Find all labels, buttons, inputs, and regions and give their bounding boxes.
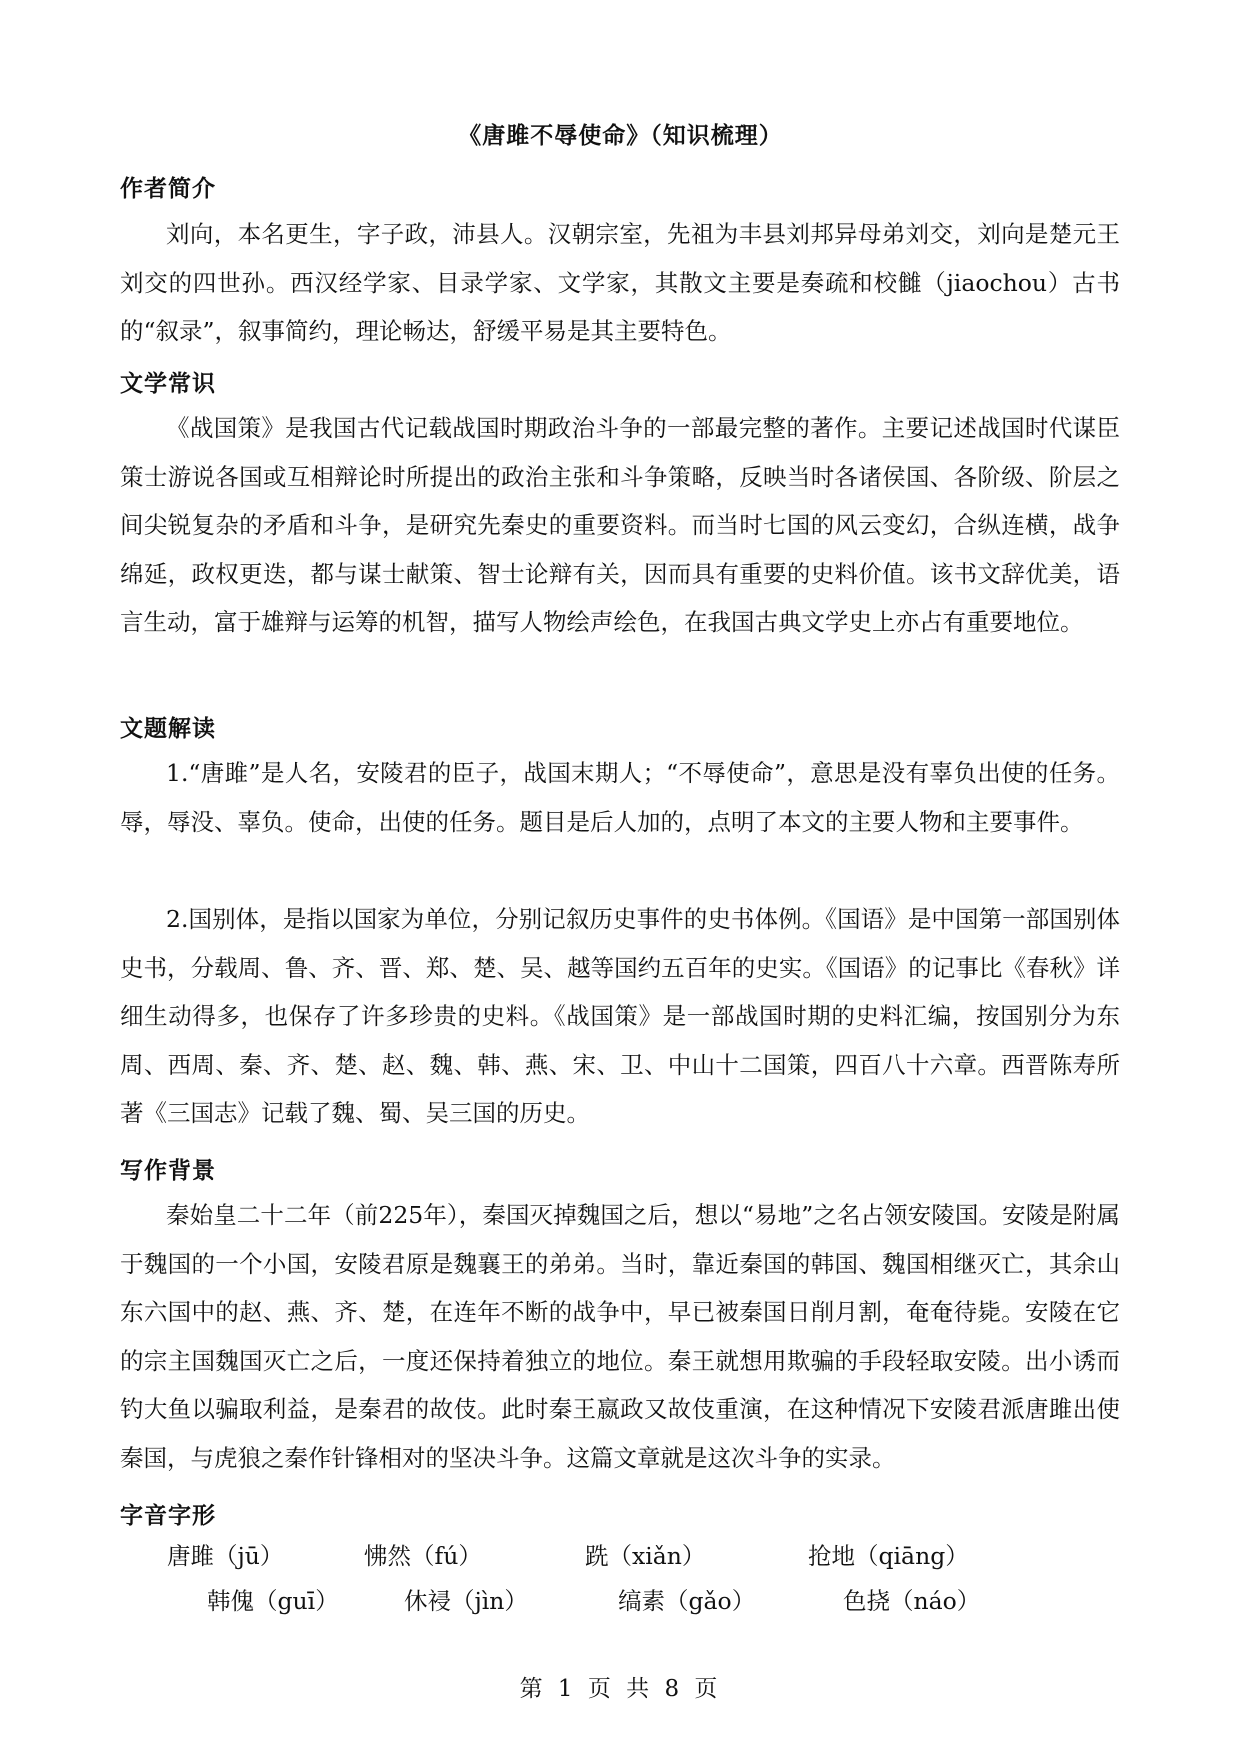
pronunciation-item: 色挠（náo） bbox=[843, 1587, 981, 1615]
pronunciation-item: 跣（xiǎn） bbox=[585, 1542, 706, 1570]
pronunciation-item: 休祲（jìn） bbox=[404, 1587, 528, 1615]
paragraph-author-intro: 刘向，本名更生，字子政，沛县人。汉朝宗室，先祖为丰县刘邦异母弟刘交，刘向是楚元王刘交的四世孙。西汉经学家、目录学家、文学家，其散文主要是奏疏和校雠（jiaochou）古书的“叙录”，叙事简约，理论畅达，舒缓平易是其主要特色。 bbox=[120, 220, 1120, 345]
heading-pronunciation: 字音字形 bbox=[120, 1503, 216, 1529]
heading-background: 写作背景 bbox=[120, 1158, 216, 1184]
pronunciation-item: 怫然（fú） bbox=[364, 1542, 482, 1570]
heading-author-intro: 作者简介 bbox=[120, 176, 216, 202]
page-footer: 第 1 页 共 8 页 bbox=[519, 1676, 722, 1702]
paragraph-title-reading-1: 1.“唐雎”是人名，安陵君的臣子，战国末期人；“不辱使命”，意思是没有辜负出使的任务。辱，辱没、辜负。使命，出使的任务。题目是后人加的，点明了本文的主要人物和主要事件。 bbox=[120, 759, 1120, 836]
pronunciation-item: 唐雎（jū） bbox=[167, 1542, 284, 1570]
pronunciation-item: 韩傀（guī） bbox=[207, 1587, 339, 1615]
document-title: 《唐雎不辱使命》（知识梳理） bbox=[458, 123, 783, 149]
pronunciation-item: 缟素（gǎo） bbox=[618, 1587, 756, 1615]
heading-title-reading: 文题解读 bbox=[120, 716, 216, 742]
paragraph-background: 秦始皇二十二年（前225年），秦国灭掉魏国之后，想以“易地”之名占领安陵国。安陵是附属于魏国的一个小国，安陵君原是魏襄王的弟弟。当时，靠近秦国的韩国、魏国相继灭亡，其余山东六国中的赵、燕、齐、楚，在连年不断的战争中，早已被秦国日削月割，奄奄待毙。安陵在它的宗主国魏国灭亡之后，一度还保持着独立的地位。秦王就想用欺骗的手段轻取安陵。出小诱而钓大鱼以骗取利益，是秦君的故伎。此时秦王嬴政又故伎重演，在这种情况下安陵君派唐雎出使秦国，与虎狼之秦作针锋相对的坚决斗争。这篇文章就是这次斗争的实录。 bbox=[120, 1201, 1120, 1472]
paragraph-literature: 《战国策》是我国古代记载战国时期政治斗争的一部最完整的著作。主要记述战国时代谋臣策士游说各国或互相辩论时所提出的政治主张和斗争策略，反映当时各诸侯国、各阶级、阶层之间尖锐复杂的矛盾和斗争，是研究先秦史的重要资料。而当时七国的风云变幻，合纵连横，战争绵延，政权更迭，都与谋士献策、智士论辩有关，因而具有重要的史料价值。该书文辞优美，语言生动，富于雄辩与运筹的机智，描写人物绘声绘色，在我国古典文学史上亦占有重要地位。 bbox=[120, 414, 1120, 636]
pronunciation-item: 抢地（qiāng） bbox=[808, 1542, 969, 1570]
heading-literature: 文学常识 bbox=[120, 371, 216, 397]
paragraph-title-reading-2: 2.国别体，是指以国家为单位，分别记叙历史事件的史书体例。《国语》是中国第一部国别体史书，分载周、鲁、齐、晋、郑、楚、吴、越等国约五百年的史实。《国语》的记事比《春秋》详细生动得多，也保存了许多珍贵的史料。《战国策》是一部战国时期的史料汇编，按国别分为东周、西周、秦、齐、楚、赵、魏、韩、燕、宋、卫、中山十二国策，四百八十六章。西晋陈寿所著《三国志》记载了魏、蜀、吴三国的历史。 bbox=[120, 905, 1120, 1127]
